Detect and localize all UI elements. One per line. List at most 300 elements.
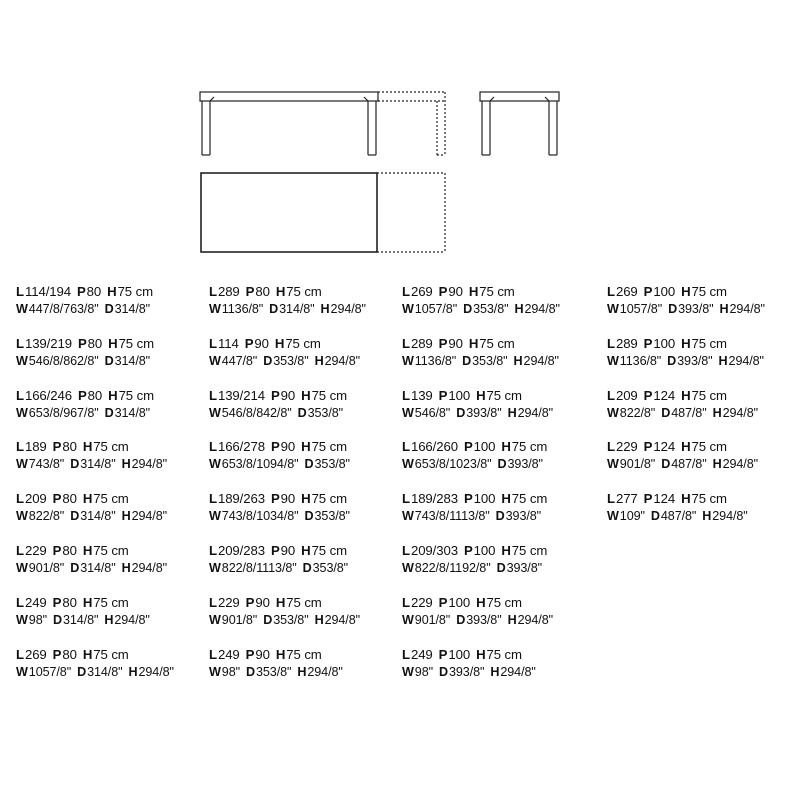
width-label: W [607, 302, 619, 316]
width-inches-value: 98" [414, 664, 433, 679]
imperial-dimensions-line [402, 405, 597, 421]
width-label: W [607, 509, 619, 524]
length-label: L [209, 491, 217, 507]
height-inches-value: 294/8" [131, 509, 167, 524]
height-value: 75 cm [511, 491, 548, 507]
metric-dimensions-line [209, 595, 404, 611]
metric-dimensions-line [607, 284, 800, 300]
width-inches-value: 901/8" [414, 612, 451, 627]
height-value: 75 cm [511, 439, 548, 455]
height-label: H [301, 387, 311, 403]
depth-inches-label: D [70, 457, 80, 472]
dimension-entry [607, 388, 800, 440]
length-value: 189/263 [217, 491, 265, 507]
length-value: 289 [410, 335, 433, 351]
depth-inches-value: 314/8" [80, 509, 116, 524]
height-label: H [476, 387, 486, 403]
drawings-svg [0, 0, 800, 270]
height-value: 75 cm [118, 335, 154, 351]
depth-inches-value: 314/8" [114, 302, 150, 316]
imperial-dimensions-line [209, 612, 404, 628]
depth-inches-label: D [263, 353, 273, 368]
depth-label: P [438, 284, 448, 299]
width-inches-value: 546/8/842/8" [221, 405, 292, 420]
length-label: L [209, 542, 217, 558]
length-value: 269 [24, 646, 47, 662]
dimension-entry [402, 647, 597, 699]
dimension-entry [402, 439, 597, 491]
length-value: 289 [217, 284, 240, 299]
length-value: 209/303 [410, 542, 458, 558]
depth-label: P [438, 646, 448, 662]
width-inches-value: 743/8/1034/8" [221, 509, 299, 524]
height-label: H [681, 284, 691, 299]
metric-dimensions-line [402, 439, 597, 455]
top-plan-drawing [201, 173, 445, 252]
length-label: L [16, 491, 24, 507]
length-value: 249 [24, 594, 47, 610]
metric-dimensions-line [16, 595, 211, 611]
depth-value: 80 [62, 594, 77, 610]
width-label: W [402, 509, 414, 524]
width-label: W [607, 405, 619, 420]
depth-inches-label: D [302, 560, 312, 575]
width-label: W [209, 302, 221, 316]
depth-value: 100 [448, 387, 471, 403]
height-inches-value: 294/8" [324, 612, 360, 627]
depth-inches-value: 353/8" [255, 664, 292, 679]
width-inches-value: 1057/8" [28, 664, 72, 679]
length-value: 209 [615, 387, 638, 403]
imperial-dimensions-line [209, 405, 404, 421]
width-label: W [607, 353, 619, 368]
depth-inches-value: 487/8" [671, 457, 707, 472]
depth-value: 80 [62, 542, 77, 558]
width-label: W [16, 405, 28, 420]
width-inches-value: 1136/8" [414, 353, 457, 368]
depth-inches-value: 314/8" [114, 353, 150, 368]
depth-value: 80 [62, 646, 77, 662]
depth-inches-value: 314/8" [62, 612, 99, 627]
depth-label: P [643, 439, 653, 455]
length-value: 139/214 [217, 387, 265, 403]
width-inches-value: 98" [28, 612, 47, 627]
height-value: 75 cm [691, 335, 727, 351]
height-inches-label: H [490, 664, 500, 679]
imperial-dimensions-line [607, 508, 800, 524]
metric-dimensions-line [209, 543, 404, 559]
imperial-dimensions-line [16, 456, 211, 472]
metric-dimensions-line [402, 336, 597, 352]
length-value: 166/278 [217, 439, 265, 455]
metric-dimensions-line [16, 543, 211, 559]
width-label: W [402, 560, 414, 575]
length-label: L [209, 439, 217, 455]
depth-inches-label: D [456, 405, 466, 420]
depth-value: 90 [255, 594, 270, 610]
height-inches-label: H [718, 353, 728, 368]
length-value: 229 [24, 542, 47, 558]
length-label: L [607, 284, 615, 299]
height-label: H [681, 387, 691, 403]
height-value: 75 cm [486, 594, 522, 610]
length-value: 166/260 [410, 439, 458, 455]
height-value: 75 cm [93, 594, 129, 610]
dimension-entry [16, 284, 211, 336]
depth-inches-label: D [661, 405, 671, 420]
depth-value: 90 [448, 335, 463, 351]
depth-inches-label: D [667, 353, 677, 368]
metric-dimensions-line [402, 543, 597, 559]
depth-inches-value: 393/8" [678, 302, 714, 316]
width-inches-value: 901/8" [28, 560, 65, 575]
imperial-dimensions-line [607, 405, 800, 421]
length-value: 139 [410, 387, 433, 403]
height-label: H [468, 284, 479, 299]
length-value: 249 [410, 646, 433, 662]
depth-inches-value: 353/8" [307, 405, 343, 420]
metric-dimensions-line [16, 388, 211, 404]
depth-inches-value: 393/8" [677, 353, 713, 368]
length-label: L [16, 542, 24, 558]
imperial-dimensions-line [402, 301, 597, 317]
dimension-entry [402, 595, 597, 647]
height-value: 75 cm [511, 542, 548, 558]
height-value: 75 cm [117, 284, 153, 299]
height-value: 75 cm [311, 387, 347, 403]
height-value: 75 cm [286, 594, 322, 610]
width-label: W [607, 457, 619, 472]
height-inches-label: H [320, 302, 330, 316]
depth-inches-label: D [297, 405, 307, 420]
imperial-dimensions-line [402, 353, 597, 369]
height-label: H [108, 387, 118, 403]
depth-label: P [438, 594, 448, 610]
front-elevation-drawing [200, 92, 445, 155]
depth-value: 90 [280, 542, 296, 558]
width-label: W [16, 560, 28, 575]
height-inches-value: 294/8" [722, 405, 758, 420]
height-label: H [501, 439, 511, 455]
front-extension-dotted [378, 92, 445, 155]
height-label: H [82, 439, 93, 455]
dimension-entry [16, 336, 211, 388]
depth-value: 90 [280, 387, 296, 403]
metric-dimensions-line [607, 388, 800, 404]
height-inches-value: 294/8" [517, 405, 553, 420]
dimension-entry [402, 543, 597, 595]
dimension-entry [16, 491, 211, 543]
depth-label: P [463, 491, 473, 507]
height-inches-value: 294/8" [330, 302, 366, 316]
depth-inches-label: D [438, 664, 448, 679]
depth-label: P [643, 491, 653, 507]
height-value: 75 cm [118, 387, 154, 403]
height-inches-value: 294/8" [131, 560, 167, 575]
imperial-dimensions-line [209, 301, 404, 317]
metric-dimensions-line [607, 336, 800, 352]
width-inches-value: 822/8" [619, 405, 656, 420]
height-label: H [275, 594, 286, 610]
width-label: W [16, 353, 28, 368]
depth-inches-value: 353/8" [273, 353, 309, 368]
height-label: H [301, 439, 311, 455]
length-label: L [16, 439, 24, 455]
dimension-column [209, 284, 404, 698]
dimension-entry [402, 336, 597, 388]
metric-dimensions-line [16, 336, 211, 352]
depth-inches-label: D [496, 560, 506, 575]
height-label: H [275, 646, 286, 662]
height-value: 75 cm [286, 646, 322, 662]
length-label: L [16, 335, 24, 351]
height-label: H [275, 284, 286, 299]
height-value: 75 cm [691, 387, 727, 403]
width-label: W [16, 612, 28, 627]
width-label: W [402, 664, 414, 679]
metric-dimensions-line [209, 336, 404, 352]
length-label: L [16, 594, 24, 610]
depth-inches-value: 393/8" [466, 405, 502, 420]
length-label: L [402, 542, 410, 558]
height-label: H [82, 594, 93, 610]
height-inches-label: H [514, 302, 524, 316]
dimension-entry [209, 543, 404, 595]
length-label: L [402, 335, 410, 351]
width-inches-value: 447/8" [221, 353, 258, 368]
width-inches-value: 822/8/1192/8" [414, 560, 491, 575]
length-value: 209/283 [217, 542, 265, 558]
height-inches-value: 294/8" [523, 353, 559, 368]
depth-inches-label: D [70, 560, 80, 575]
height-inches-value: 294/8" [712, 509, 748, 524]
depth-label: P [52, 542, 62, 558]
depth-inches-value: 393/8" [507, 457, 543, 472]
width-label: W [16, 664, 28, 679]
length-value: 289 [615, 335, 638, 351]
width-inches-value: 109" [619, 509, 645, 524]
width-label: W [16, 302, 28, 316]
depth-inches-value: 393/8" [505, 509, 542, 524]
depth-label: P [463, 542, 473, 558]
height-value: 75 cm [479, 284, 515, 299]
depth-inches-label: D [462, 353, 472, 368]
height-inches-value: 294/8" [138, 664, 174, 679]
height-inches-label: H [712, 405, 722, 420]
depth-value: 80 [87, 387, 103, 403]
depth-label: P [270, 439, 280, 455]
dimension-column [607, 284, 800, 543]
height-inches-value: 294/8" [524, 302, 560, 316]
imperial-dimensions-line [16, 508, 211, 524]
height-inches-label: H [297, 664, 307, 679]
height-value: 75 cm [479, 335, 515, 351]
height-value: 75 cm [93, 491, 129, 507]
height-label: H [501, 542, 511, 558]
height-value: 75 cm [691, 491, 727, 507]
length-value: 269 [615, 284, 638, 299]
depth-label: P [438, 335, 448, 351]
width-label: W [402, 405, 414, 420]
depth-inches-label: D [104, 353, 114, 368]
height-value: 75 cm [93, 439, 129, 455]
depth-value: 124 [653, 491, 676, 507]
width-label: W [209, 612, 221, 627]
depth-value: 100 [473, 542, 496, 558]
depth-label: P [643, 284, 653, 299]
height-label: H [274, 335, 285, 351]
depth-label: P [643, 335, 653, 351]
height-value: 75 cm [285, 335, 321, 351]
depth-inches-label: D [650, 509, 660, 524]
metric-dimensions-line [209, 439, 404, 455]
depth-inches-value: 314/8" [279, 302, 315, 316]
depth-inches-label: D [70, 509, 80, 524]
metric-dimensions-line [209, 388, 404, 404]
height-value: 75 cm [93, 542, 129, 558]
imperial-dimensions-line [607, 301, 800, 317]
width-inches-value: 653/8/967/8" [28, 405, 99, 420]
dimension-entry [16, 543, 211, 595]
width-inches-value: 1057/8" [619, 302, 663, 316]
length-label: L [402, 284, 410, 299]
dimension-entry [16, 595, 211, 647]
imperial-dimensions-line [16, 612, 211, 628]
width-inches-value: 743/8/1113/8" [414, 509, 490, 524]
height-label: H [82, 491, 93, 507]
width-label: W [209, 560, 221, 575]
length-label: L [607, 387, 615, 403]
imperial-dimensions-line [402, 612, 597, 628]
dimension-entry [402, 491, 597, 543]
depth-label: P [270, 542, 280, 558]
depth-inches-value: 393/8" [506, 560, 542, 575]
metric-dimensions-line [402, 284, 597, 300]
width-inches-value: 822/8" [28, 509, 65, 524]
length-label: L [607, 335, 615, 351]
width-inches-value: 1057/8" [414, 302, 458, 316]
length-value: 189/283 [410, 491, 458, 507]
height-inches-value: 294/8" [517, 612, 553, 627]
width-label: W [209, 405, 221, 420]
depth-label: P [52, 491, 62, 507]
length-value: 229 [410, 594, 433, 610]
height-inches-label: H [507, 405, 517, 420]
depth-value: 124 [653, 439, 676, 455]
metric-dimensions-line [402, 491, 597, 507]
depth-inches-label: D [661, 457, 671, 472]
depth-inches-label: D [463, 302, 473, 316]
height-inches-label: H [314, 353, 324, 368]
width-label: W [402, 612, 414, 627]
plan-tabletop [201, 173, 377, 252]
height-inches-label: H [121, 509, 131, 524]
depth-inches-label: D [263, 612, 273, 627]
imperial-dimensions-line [209, 456, 404, 472]
metric-dimensions-line [402, 388, 597, 404]
dimension-entry [607, 284, 800, 336]
imperial-dimensions-line [16, 301, 211, 317]
depth-label: P [77, 335, 87, 351]
table-technical-drawings [0, 0, 800, 270]
height-inches-value: 294/8" [500, 664, 536, 679]
imperial-dimensions-line [402, 560, 597, 576]
depth-inches-value: 487/8" [671, 405, 707, 420]
height-inches-value: 294/8" [324, 353, 360, 368]
length-label: L [16, 646, 24, 662]
depth-value: 90 [254, 335, 269, 351]
depth-label: P [270, 387, 280, 403]
depth-inches-label: D [77, 664, 87, 679]
dimension-entry [402, 284, 597, 336]
metric-dimensions-line [209, 284, 404, 300]
imperial-dimensions-line [209, 353, 404, 369]
height-value: 75 cm [691, 284, 727, 299]
height-inches-label: H [121, 560, 131, 575]
height-inches-value: 294/8" [131, 457, 167, 472]
depth-label: P [245, 646, 255, 662]
dimension-entry [209, 284, 404, 336]
height-label: H [681, 439, 691, 455]
imperial-dimensions-line [16, 560, 211, 576]
depth-inches-value: 353/8" [273, 612, 309, 627]
width-inches-value: 822/8/1113/8" [221, 560, 297, 575]
height-value: 75 cm [486, 646, 522, 662]
depth-value: 80 [86, 284, 102, 299]
metric-dimensions-line [607, 439, 800, 455]
length-label: L [402, 491, 410, 507]
depth-inches-value: 314/8" [80, 560, 116, 575]
height-inches-value: 294/8" [722, 457, 758, 472]
metric-dimensions-line [402, 647, 597, 663]
length-value: 229 [615, 439, 638, 455]
height-label: H [476, 594, 486, 610]
height-inches-label: H [507, 612, 517, 627]
width-inches-value: 1136/8" [221, 302, 264, 316]
depth-value: 80 [255, 284, 270, 299]
depth-inches-value: 353/8" [312, 560, 349, 575]
width-label: W [16, 509, 28, 524]
length-label: L [209, 646, 217, 662]
metric-dimensions-line [16, 439, 211, 455]
dimension-entry [209, 336, 404, 388]
length-label: L [607, 491, 615, 507]
depth-inches-value: 314/8" [114, 405, 150, 420]
height-value: 75 cm [286, 284, 322, 299]
imperial-dimensions-line [209, 508, 404, 524]
length-label: L [16, 284, 24, 299]
depth-inches-value: 353/8" [473, 302, 509, 316]
length-label: L [209, 594, 217, 610]
depth-inches-label: D [104, 405, 114, 420]
depth-label: P [270, 491, 280, 507]
depth-inches-label: D [52, 612, 62, 627]
width-inches-value: 447/8/763/8" [28, 302, 99, 316]
depth-label: P [52, 594, 62, 610]
depth-label: P [245, 594, 255, 610]
depth-inches-value: 314/8" [87, 664, 123, 679]
length-label: L [16, 387, 24, 403]
depth-value: 100 [473, 439, 496, 455]
length-label: L [607, 439, 615, 455]
depth-value: 100 [653, 284, 676, 299]
width-label: W [209, 509, 221, 524]
imperial-dimensions-line [16, 664, 211, 680]
dimension-entry [16, 647, 211, 699]
metric-dimensions-line [402, 595, 597, 611]
depth-label: P [244, 335, 254, 351]
depth-inches-value: 353/8" [314, 509, 350, 524]
